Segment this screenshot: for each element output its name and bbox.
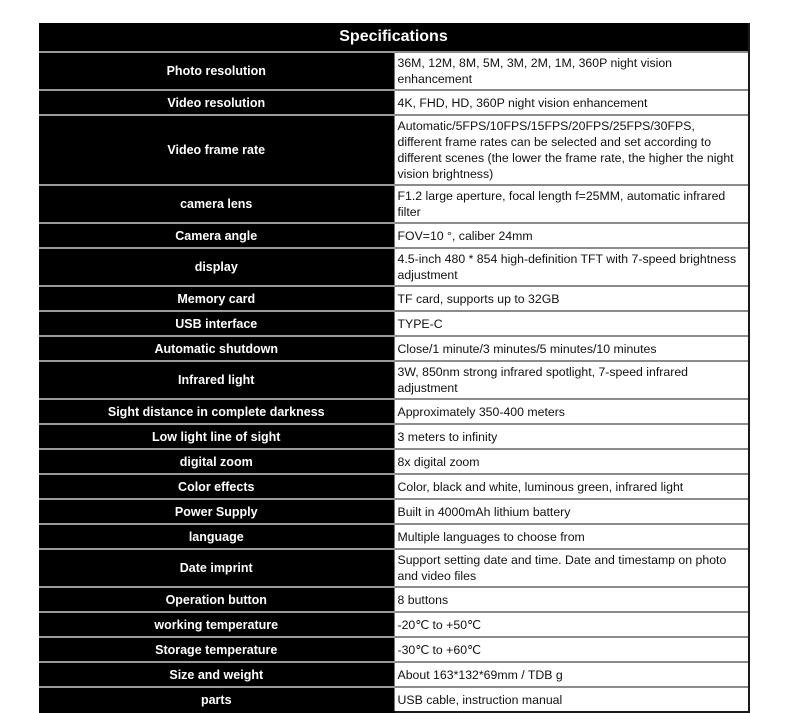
spec-label: Storage temperature [39, 637, 394, 662]
spec-label: Camera angle [39, 223, 394, 248]
spec-label: Color effects [39, 474, 394, 499]
spec-label: Operation button [39, 587, 394, 612]
spec-value: Approximately 350-400 meters [394, 399, 749, 424]
table-row [39, 52, 749, 90]
spec-label: Size and weight [39, 662, 394, 687]
spec-value: Close/1 minute/3 minutes/5 minutes/10 minutes [394, 336, 749, 361]
spec-label: display [39, 248, 394, 286]
spec-value: -30℃ to +60℃ [394, 637, 749, 662]
spec-label: Memory card [39, 286, 394, 311]
spec-label: Power Supply [39, 499, 394, 524]
spec-value: 36M, 12M, 8M, 5M, 3M, 2M, 1M, 360P night vision enhancement [394, 52, 749, 90]
spec-value: -20℃ to +50℃ [394, 612, 749, 637]
specifications-table [39, 23, 750, 713]
spec-label: Infrared light [39, 361, 394, 399]
table-row [39, 524, 749, 549]
table-row [39, 185, 749, 223]
spec-value: 3W, 850nm strong infrared spotlight, 7-speed infrared adjustment [394, 361, 749, 399]
spec-label: Video resolution [39, 90, 394, 115]
spec-label: Low light line of sight [39, 424, 394, 449]
spec-value: F1.2 large aperture, focal length f=25MM, automatic infrared filter [394, 185, 749, 223]
spec-value: Support setting date and time. Date and timestamp on photo and video files [394, 549, 749, 587]
spec-value: TF card, supports up to 32GB [394, 286, 749, 311]
table-row [39, 424, 749, 449]
spec-label: digital zoom [39, 449, 394, 474]
spec-value: 8x digital zoom [394, 449, 749, 474]
spec-value: 4K, FHD, HD, 360P night vision enhancement [394, 90, 749, 115]
spec-value: Multiple languages to choose from [394, 524, 749, 549]
spec-value: 8 buttons [394, 587, 749, 612]
spec-label: Date imprint [39, 549, 394, 587]
table-row [39, 474, 749, 499]
spec-label: Sight distance in complete darkness [39, 399, 394, 424]
spec-value: 3 meters to infinity [394, 424, 749, 449]
spec-value: About 163*132*69mm / TDB g [394, 662, 749, 687]
table-row [39, 449, 749, 474]
table-title: Specifications [39, 23, 749, 52]
table-row [39, 612, 749, 637]
table-row [39, 687, 749, 712]
table-body [39, 52, 749, 712]
table-row [39, 90, 749, 115]
table-row [39, 399, 749, 424]
spec-label: language [39, 524, 394, 549]
spec-label: Video frame rate [39, 115, 394, 185]
spec-label: Photo resolution [39, 52, 394, 90]
spec-value: Color, black and white, luminous green, infrared light [394, 474, 749, 499]
table-row [39, 248, 749, 286]
table-row [39, 286, 749, 311]
table-row [39, 361, 749, 399]
spec-label: working temperature [39, 612, 394, 637]
spec-value: TYPE-C [394, 311, 749, 336]
spec-label: Automatic shutdown [39, 336, 394, 361]
table-row [39, 662, 749, 687]
spec-value: Built in 4000mAh lithium battery [394, 499, 749, 524]
table-row [39, 499, 749, 524]
table-row [39, 587, 749, 612]
spec-value: USB cable, instruction manual [394, 687, 749, 712]
table-row [39, 336, 749, 361]
table-row [39, 223, 749, 248]
spec-label: parts [39, 687, 394, 712]
spec-value: 4.5-inch 480 * 854 high-definition TFT with 7-speed brightness adjustment [394, 248, 749, 286]
spec-value: Automatic/5FPS/10FPS/15FPS/20FPS/25FPS/30FPS, different frame rates can be selected and set according to different scenes (the lower the frame rate, the higher the night vision brightness) [394, 115, 749, 185]
table-title-row [39, 23, 749, 52]
spec-value: FOV=10 °, caliber 24mm [394, 223, 749, 248]
table-row [39, 637, 749, 662]
table-row [39, 549, 749, 587]
table-row [39, 115, 749, 185]
spec-label: USB interface [39, 311, 394, 336]
spec-label: camera lens [39, 185, 394, 223]
table-row [39, 311, 749, 336]
